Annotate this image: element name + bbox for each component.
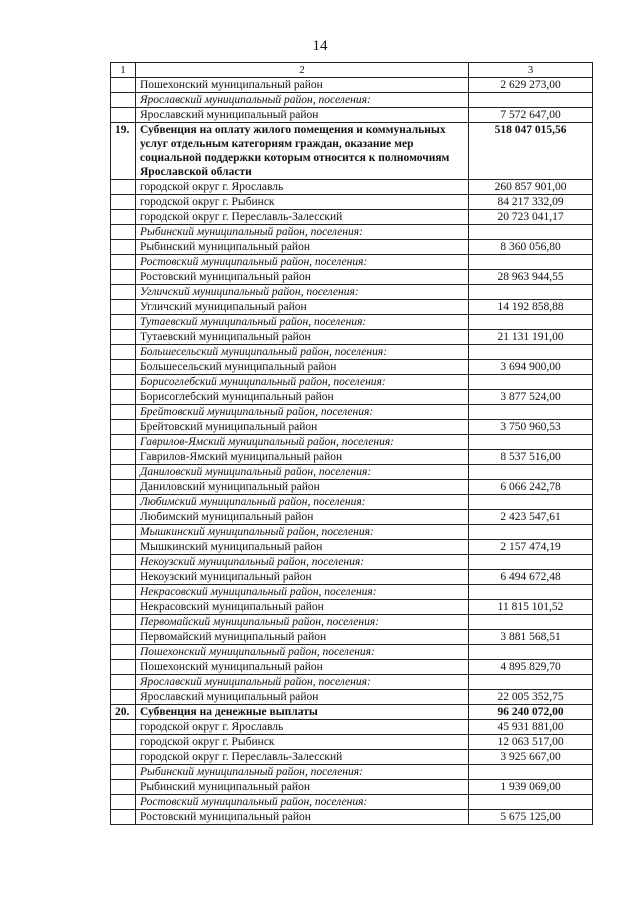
column-header-name: 2 (136, 63, 469, 78)
row-amount (469, 645, 593, 660)
row-name: Ярославский муниципальный район (136, 108, 469, 123)
row-number: 20. (111, 705, 136, 720)
row-name: Первомайский муниципальный район (136, 630, 469, 645)
row-amount (469, 315, 593, 330)
section-row (111, 285, 593, 300)
row-name: Мышкинский муниципальный район (136, 540, 469, 555)
table-row (111, 78, 593, 93)
row-amount: 3 881 568,51 (469, 630, 593, 645)
row-number (111, 108, 136, 123)
row-number (111, 570, 136, 585)
row-number (111, 585, 136, 600)
table-row (111, 210, 593, 225)
table-row (111, 270, 593, 285)
row-number (111, 210, 136, 225)
row-number (111, 525, 136, 540)
row-name: Брейтовский муниципальный район (136, 420, 469, 435)
row-amount (469, 525, 593, 540)
section-row (111, 255, 593, 270)
table-header-row (111, 63, 593, 78)
row-amount: 84 217 332,09 (469, 195, 593, 210)
row-number (111, 630, 136, 645)
row-number (111, 315, 136, 330)
row-amount: 8 537 516,00 (469, 450, 593, 465)
row-name: Мышкинский муниципальный район, поселения: (136, 525, 469, 540)
table-row (111, 330, 593, 345)
column-header-number: 1 (111, 63, 136, 78)
row-number (111, 735, 136, 750)
table-row (111, 810, 593, 825)
row-number (111, 93, 136, 108)
table-row (111, 690, 593, 705)
row-amount (469, 93, 593, 108)
row-number (111, 720, 136, 735)
row-amount: 2 629 273,00 (469, 78, 593, 93)
table-row (111, 750, 593, 765)
table-row (111, 300, 593, 315)
row-number (111, 495, 136, 510)
row-number (111, 375, 136, 390)
table-row (111, 510, 593, 525)
row-name: городской округ г. Рыбинск (136, 735, 469, 750)
row-name: Пошехонский муниципальный район (136, 78, 469, 93)
row-number (111, 780, 136, 795)
table-row (111, 630, 593, 645)
table-row (111, 780, 593, 795)
row-name: Любимский муниципальный район, поселения: (136, 495, 469, 510)
row-amount: 22 005 352,75 (469, 690, 593, 705)
section-row (111, 93, 593, 108)
row-amount: 3 877 524,00 (469, 390, 593, 405)
table-row (111, 180, 593, 195)
row-name: Ростовский муниципальный район (136, 270, 469, 285)
row-amount: 260 857 901,00 (469, 180, 593, 195)
row-name: городской округ г. Переславль-Залесский (136, 750, 469, 765)
row-name: городской округ г. Ярославль (136, 720, 469, 735)
row-name: Тутаевский муниципальный район (136, 330, 469, 345)
row-amount: 3 750 960,53 (469, 420, 593, 435)
row-amount: 6 494 672,48 (469, 570, 593, 585)
row-amount: 3 925 667,00 (469, 750, 593, 765)
row-amount (469, 585, 593, 600)
budget-table-body (111, 63, 593, 825)
row-name: Тутаевский муниципальный район, поселения: (136, 315, 469, 330)
row-name: городской округ г. Рыбинск (136, 195, 469, 210)
section-row (111, 345, 593, 360)
row-number (111, 690, 136, 705)
row-number (111, 750, 136, 765)
section-row (111, 225, 593, 240)
row-number (111, 330, 136, 345)
row-name: Большесельский муниципальный район, поселения: (136, 345, 469, 360)
row-amount: 8 360 056,80 (469, 240, 593, 255)
row-number (111, 540, 136, 555)
table-row (111, 450, 593, 465)
row-name: Некрасовский муниципальный район (136, 600, 469, 615)
row-amount: 4 895 829,70 (469, 660, 593, 675)
row-name: Рыбинский муниципальный район (136, 240, 469, 255)
row-amount (469, 225, 593, 240)
row-number (111, 360, 136, 375)
row-name: Субвенция на денежные выплаты (136, 705, 469, 720)
table-row (111, 720, 593, 735)
row-amount (469, 795, 593, 810)
section-row (111, 675, 593, 690)
row-amount (469, 285, 593, 300)
section-row (111, 405, 593, 420)
section-row (111, 555, 593, 570)
row-name: Ярославский муниципальный район (136, 690, 469, 705)
row-amount: 1 939 069,00 (469, 780, 593, 795)
section-row (111, 315, 593, 330)
row-name: Ростовский муниципальный район, поселения: (136, 795, 469, 810)
row-amount: 21 131 191,00 (469, 330, 593, 345)
section-row (111, 375, 593, 390)
row-number (111, 795, 136, 810)
row-name: Ярославский муниципальный район, поселения: (136, 675, 469, 690)
row-name: Пошехонский муниципальный район (136, 660, 469, 675)
row-name: Ростовский муниципальный район (136, 810, 469, 825)
row-name: Рыбинский муниципальный район (136, 780, 469, 795)
row-name: Ярославский муниципальный район, поселения: (136, 93, 469, 108)
row-number (111, 450, 136, 465)
row-number (111, 180, 136, 195)
table-row (111, 390, 593, 405)
row-name: Угличский муниципальный район, поселения: (136, 285, 469, 300)
row-name: Гаврилов-Ямский муниципальный район (136, 450, 469, 465)
row-number (111, 195, 136, 210)
row-number (111, 465, 136, 480)
section-row (111, 765, 593, 780)
row-number (111, 255, 136, 270)
row-number (111, 270, 136, 285)
row-number (111, 615, 136, 630)
table-row (111, 480, 593, 495)
budget-table (110, 62, 593, 825)
column-header-amount: 3 (469, 63, 593, 78)
row-name: Даниловский муниципальный район, поселения: (136, 465, 469, 480)
subvention-heading-row (111, 123, 593, 180)
row-name: Некоузский муниципальный район (136, 570, 469, 585)
table-row (111, 240, 593, 255)
row-name: Субвенция на оплату жилого помещения и коммунальных услуг отдельным категориям граждан, оказание мер социальной поддержки которым относится к полномочиям Ярославской области (136, 123, 469, 180)
row-number (111, 810, 136, 825)
row-number (111, 420, 136, 435)
row-number: 19. (111, 123, 136, 180)
row-number (111, 645, 136, 660)
row-number (111, 405, 136, 420)
row-number (111, 240, 136, 255)
row-number (111, 225, 136, 240)
table-row (111, 660, 593, 675)
row-amount (469, 495, 593, 510)
row-number (111, 600, 136, 615)
table-row (111, 735, 593, 750)
row-amount (469, 765, 593, 780)
row-number (111, 435, 136, 450)
row-amount: 14 192 858,88 (469, 300, 593, 315)
table-row (111, 540, 593, 555)
row-name: Борисоглебский муниципальный район, поселения: (136, 375, 469, 390)
subvention-heading-row (111, 705, 593, 720)
row-amount: 3 694 900,00 (469, 360, 593, 375)
row-amount (469, 345, 593, 360)
row-name: Любимский муниципальный район (136, 510, 469, 525)
row-name: Даниловский муниципальный район (136, 480, 469, 495)
row-name: городской округ г. Переславль-Залесский (136, 210, 469, 225)
section-row (111, 645, 593, 660)
row-amount: 28 963 944,55 (469, 270, 593, 285)
table-row (111, 195, 593, 210)
row-number (111, 675, 136, 690)
row-amount: 6 066 242,78 (469, 480, 593, 495)
row-name: Брейтовский муниципальный район, поселения: (136, 405, 469, 420)
row-amount (469, 675, 593, 690)
row-name: Борисоглебский муниципальный район (136, 390, 469, 405)
section-row (111, 495, 593, 510)
page-number: 14 (312, 38, 328, 54)
table-row (111, 108, 593, 123)
section-row (111, 435, 593, 450)
row-number (111, 480, 136, 495)
row-name: Некоузский муниципальный район, поселения: (136, 555, 469, 570)
row-number (111, 510, 136, 525)
row-name: Некрасовский муниципальный район, поселения: (136, 585, 469, 600)
row-number (111, 285, 136, 300)
row-amount (469, 465, 593, 480)
row-number (111, 390, 136, 405)
row-amount: 7 572 647,00 (469, 108, 593, 123)
row-number (111, 78, 136, 93)
row-amount (469, 405, 593, 420)
row-name: Ростовский муниципальный район, поселения: (136, 255, 469, 270)
row-name: городской округ г. Ярославль (136, 180, 469, 195)
row-number (111, 765, 136, 780)
row-number (111, 660, 136, 675)
row-amount: 11 815 101,52 (469, 600, 593, 615)
row-amount: 5 675 125,00 (469, 810, 593, 825)
row-amount: 518 047 015,56 (469, 123, 593, 180)
section-row (111, 585, 593, 600)
row-amount: 12 063 517,00 (469, 735, 593, 750)
row-name: Угличский муниципальный район (136, 300, 469, 315)
row-amount: 45 931 881,00 (469, 720, 593, 735)
row-number (111, 300, 136, 315)
section-row (111, 525, 593, 540)
row-number (111, 555, 136, 570)
row-amount (469, 615, 593, 630)
row-amount (469, 255, 593, 270)
row-name: Первомайский муниципальный район, поселения: (136, 615, 469, 630)
row-name: Пошехонский муниципальный район, поселения: (136, 645, 469, 660)
row-name: Гаврилов-Ямский муниципальный район, поселения: (136, 435, 469, 450)
table-row (111, 420, 593, 435)
row-amount: 2 157 474,19 (469, 540, 593, 555)
row-amount: 2 423 547,61 (469, 510, 593, 525)
section-row (111, 465, 593, 480)
row-name: Рыбинский муниципальный район, поселения: (136, 765, 469, 780)
row-name: Рыбинский муниципальный район, поселения: (136, 225, 469, 240)
row-number (111, 345, 136, 360)
row-amount: 20 723 041,17 (469, 210, 593, 225)
row-amount (469, 555, 593, 570)
table-row (111, 600, 593, 615)
table-row (111, 360, 593, 375)
section-row (111, 615, 593, 630)
table-row (111, 570, 593, 585)
section-row (111, 795, 593, 810)
row-amount (469, 435, 593, 450)
row-name: Большесельский муниципальный район (136, 360, 469, 375)
row-amount: 96 240 072,00 (469, 705, 593, 720)
row-amount (469, 375, 593, 390)
